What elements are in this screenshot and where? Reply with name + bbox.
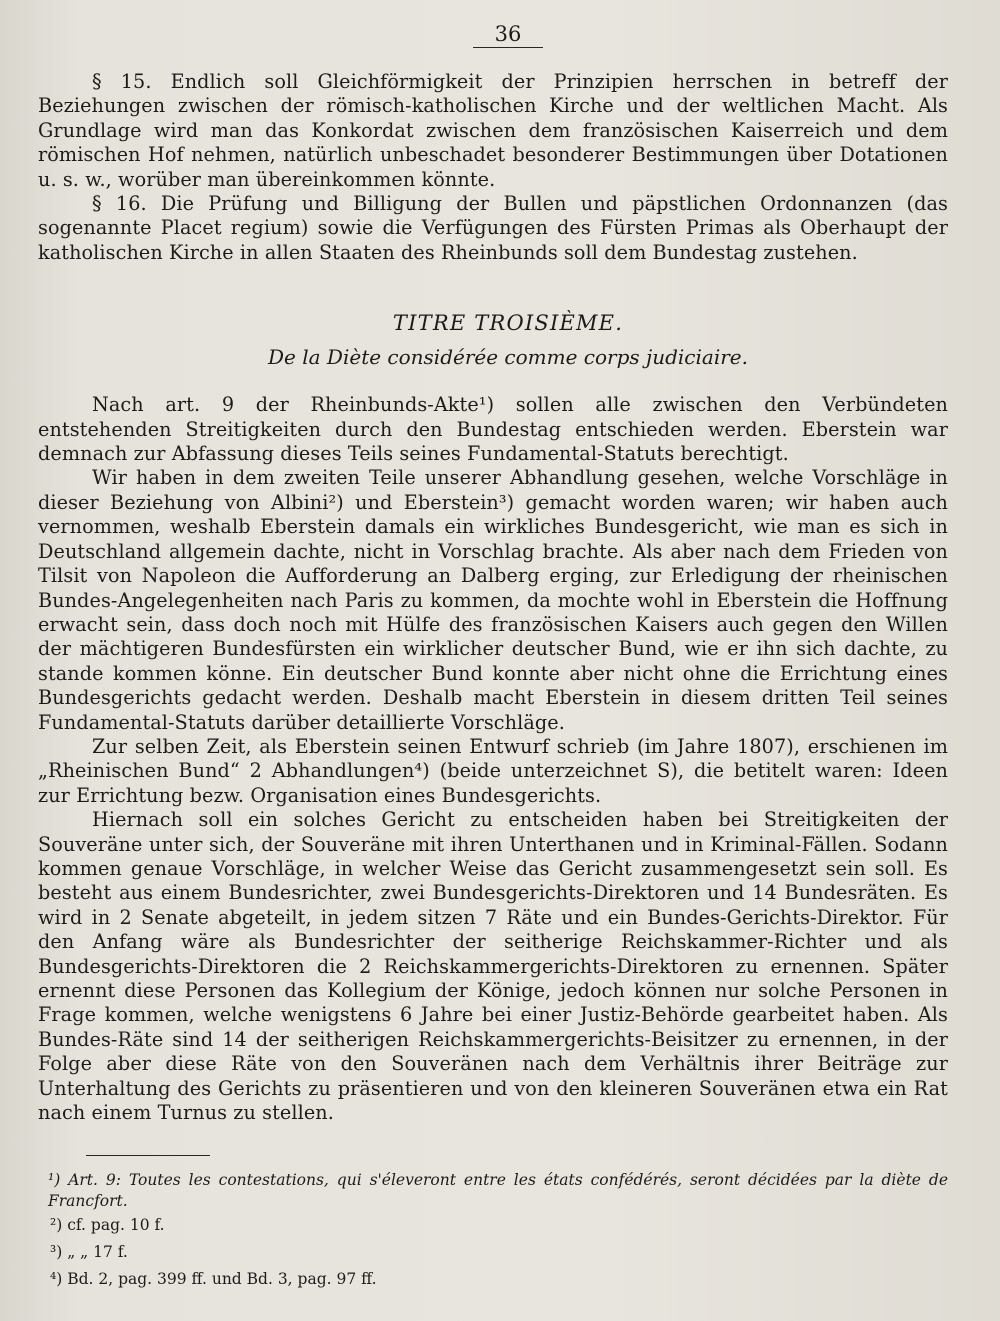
paragraph-rheinbunds-akte: Nach art. 9 der Rheinbunds-Akte¹) sollen alle zwischen den Verbündeten entstehenden Streitigkeiten durch den Bundestag entschieden werden. Eberstein war demnach zur Abfassung dieses Teils seines Fundamental-Statuts berechtigt.	[38, 393, 948, 466]
footnotes	[38, 1170, 948, 1293]
section-title: TITRE TROISIÈME.	[392, 311, 624, 336]
paragraph-gericht: Hiernach soll ein solches Gericht zu entscheiden haben bei Streitigkeiten der Souveräne unter sich, der Souveräne mit ihren Unterthanen und in Kriminal-Fällen. Sodann kommen genaue Vorschläge, in welcher Weise das Gericht zusammengesetzt sein soll. Es besteht aus einem Bundesrichter, zwei Bundesgerichts-Direktoren und 14 Bundesräten. Es wird in 2 Senate abgeteilt, in jedem sitzen 7 Räte und ein Bundes-Gerichts-Direktor. Für den Anfang wäre als Bundesrichter der seitherige Reichskammer-Richter und als Bundesgerichts-Direktoren die 2 Reichskammergerichts-Direktoren zu ernennen. Später ernennt diese Personen das Kollegium der Könige, jedoch können nur solche Personen in Frage kommen, welche wenigstens 6 Jahre bei einer Justiz-Behörde gearbeitet haben. Als Bundes-Räte sind 14 der seitherigen Reichskammergerichts-Beisitzer zu ernennen, in der Folge aber diese Räte von den Souveränen nach dem Verhältnis ihrer Beiträge zur Unterhaltung des Gerichts zu präsentieren und von den kleineren Souveränen etwa ein Rat nach einem Turnus zu stellen.	[38, 808, 948, 1125]
paragraph-section-15: § 15. Endlich soll Gleichförmigkeit der Prinzipien herrschen in betreff der Beziehungen zwischen der römisch-katholischen Kirche und der weltlichen Macht. Als Grundlage wird man das Konkordat zwischen dem französischen Kaiserreich und dem römischen Hof nehmen, natürlich unbeschadet besonderer Bestimmungen über Dotationen u. s. w., worüber man übereinkommen könnte.	[38, 70, 948, 191]
section-subtitle: De la Diète considérée comme corps judiciaire.	[268, 345, 748, 370]
page-number: 36	[38, 22, 948, 48]
footnote-4: ⁴) Bd. 2, pag. 399 ff. und Bd. 3, pag. 97 ff.	[50, 1270, 377, 1289]
footnote-divider	[86, 1155, 210, 1156]
paragraph-vorschlaege: Wir haben in dem zweiten Teile unserer Abhandlung gesehen, welche Vorschläge in dieser Beziehung von Albini²) und Eberstein³) gemacht worden waren; wir haben auch vernommen, weshalb Eberstein damals ein wirkliches Bundesgericht, wie man es sich in Deutschland allgemein dachte, nicht in Vorschlag brachte. Als aber nach dem Frieden von Tilsit von Napoleon die Aufforderung an Dalberg erging, zur Erledigung der rheinischen Bundes-Angelegenheiten nach Paris zu kommen, da mochte wohl in Eberstein die Hoffnung erwacht sein, dass doch noch mit Hülfe des französischen Kaisers auch gegen den Willen der mächtigeren Bundesfürsten ein wirklicher deutscher Bund, wie er ihn sich dachte, zu stande kommen könne. Ein deutscher Bund konnte aber nicht ohne die Errichtung eines Bundesgerichts gedacht werden. Deshalb macht Eberstein in diesem dritten Teil seines Fundamental-Statuts darüber detaillierte Vorschläge.	[38, 466, 948, 734]
footnote-3: ³) „ „ 17 f.	[50, 1243, 128, 1262]
paragraph-abhandlungen: Zur selben Zeit, als Eberstein seinen Entwurf schrieb (im Jahre 1807), erschienen im „Rheinischen Bund“ 2 Abhandlungen⁴) (beide unterzeichnet S), die betitelt waren: Ideen zur Errichtung bezw. Organisation eines Bundesgerichts.	[38, 734, 948, 807]
paragraph-section-16: § 16. Die Prüfung und Billigung der Bullen und päpstlichen Ordonnanzen (das sogenannte Placet regium) sowie die Verfügungen des Fürsten Primas als Oberhaupt der katholischen Kirche in allen Staaten des Rheinbunds soll dem Bundestag zustehen.	[38, 192, 948, 264]
footnote-1: ¹) Art. 9: Toutes les contestations, qui s'éleveront entre les états confédérés, seront décidées par la diète de Francfort.	[48, 1171, 948, 1211]
footnote-2: ²) cf. pag. 10 f.	[50, 1216, 165, 1235]
